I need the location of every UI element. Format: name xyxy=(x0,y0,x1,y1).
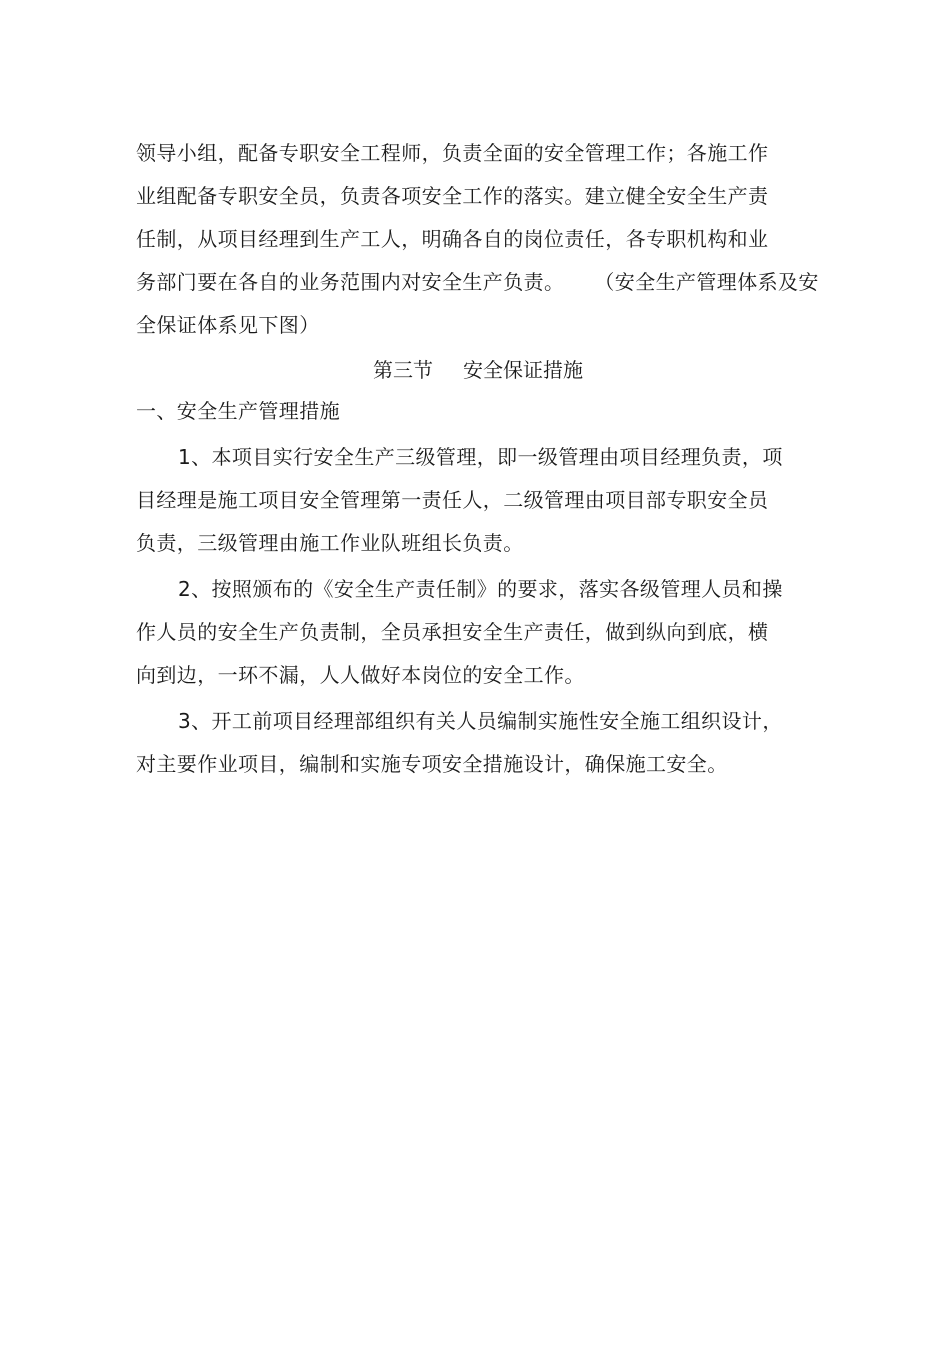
item-2-line-1: 2、按照颁布的《安全生产责任制》的要求，落实各级管理人员和操 xyxy=(178,577,783,601)
subsection-title: 一、安全生产管理措施 xyxy=(136,399,340,423)
intro-line-4 xyxy=(136,270,819,294)
intro-line-3: 任制，从项目经理到生产工人，明确各自的岗位责任，各专职机构和业 xyxy=(136,227,769,251)
section-heading xyxy=(373,358,583,382)
item-3-line-1: 3、开工前项目经理部组织有关人员编制实施性安全施工组织设计， xyxy=(178,709,783,733)
section-title: 安全保证措施 xyxy=(463,358,583,382)
item-1-line-2: 目经理是施工项目安全管理第一责任人，二级管理由项目部专职安全员 xyxy=(136,488,769,512)
intro-line-5: 全保证体系见下图） xyxy=(136,313,320,337)
intro-note-text: （安全生产管理体系及安 xyxy=(594,270,819,294)
item-1-line-3: 负责，三级管理由施工作业队班组长负责。 xyxy=(136,531,524,555)
intro-line-2: 业组配备专职安全员，负责各项安全工作的落实。建立健全安全生产责 xyxy=(136,184,769,208)
item-3-line-2: 对主要作业项目，编制和实施专项安全措施设计，确保施工安全。 xyxy=(136,752,728,776)
intro-line-4-text: 务部门要在各自的业务范围内对安全生产负责。 xyxy=(136,270,565,294)
intro-line-1: 领导小组，配备专职安全工程师，负责全面的安全管理工作；各施工作 xyxy=(136,141,769,165)
item-2-line-2: 作人员的安全生产负责制，全员承担安全生产责任，做到纵向到底，横 xyxy=(136,620,769,644)
section-number: 第三节 xyxy=(373,358,433,382)
item-2-line-3: 向到边，一环不漏，人人做好本岗位的安全工作。 xyxy=(136,663,585,687)
item-1-line-1: 1、本项目实行安全生产三级管理，即一级管理由项目经理负责，项 xyxy=(178,445,783,469)
